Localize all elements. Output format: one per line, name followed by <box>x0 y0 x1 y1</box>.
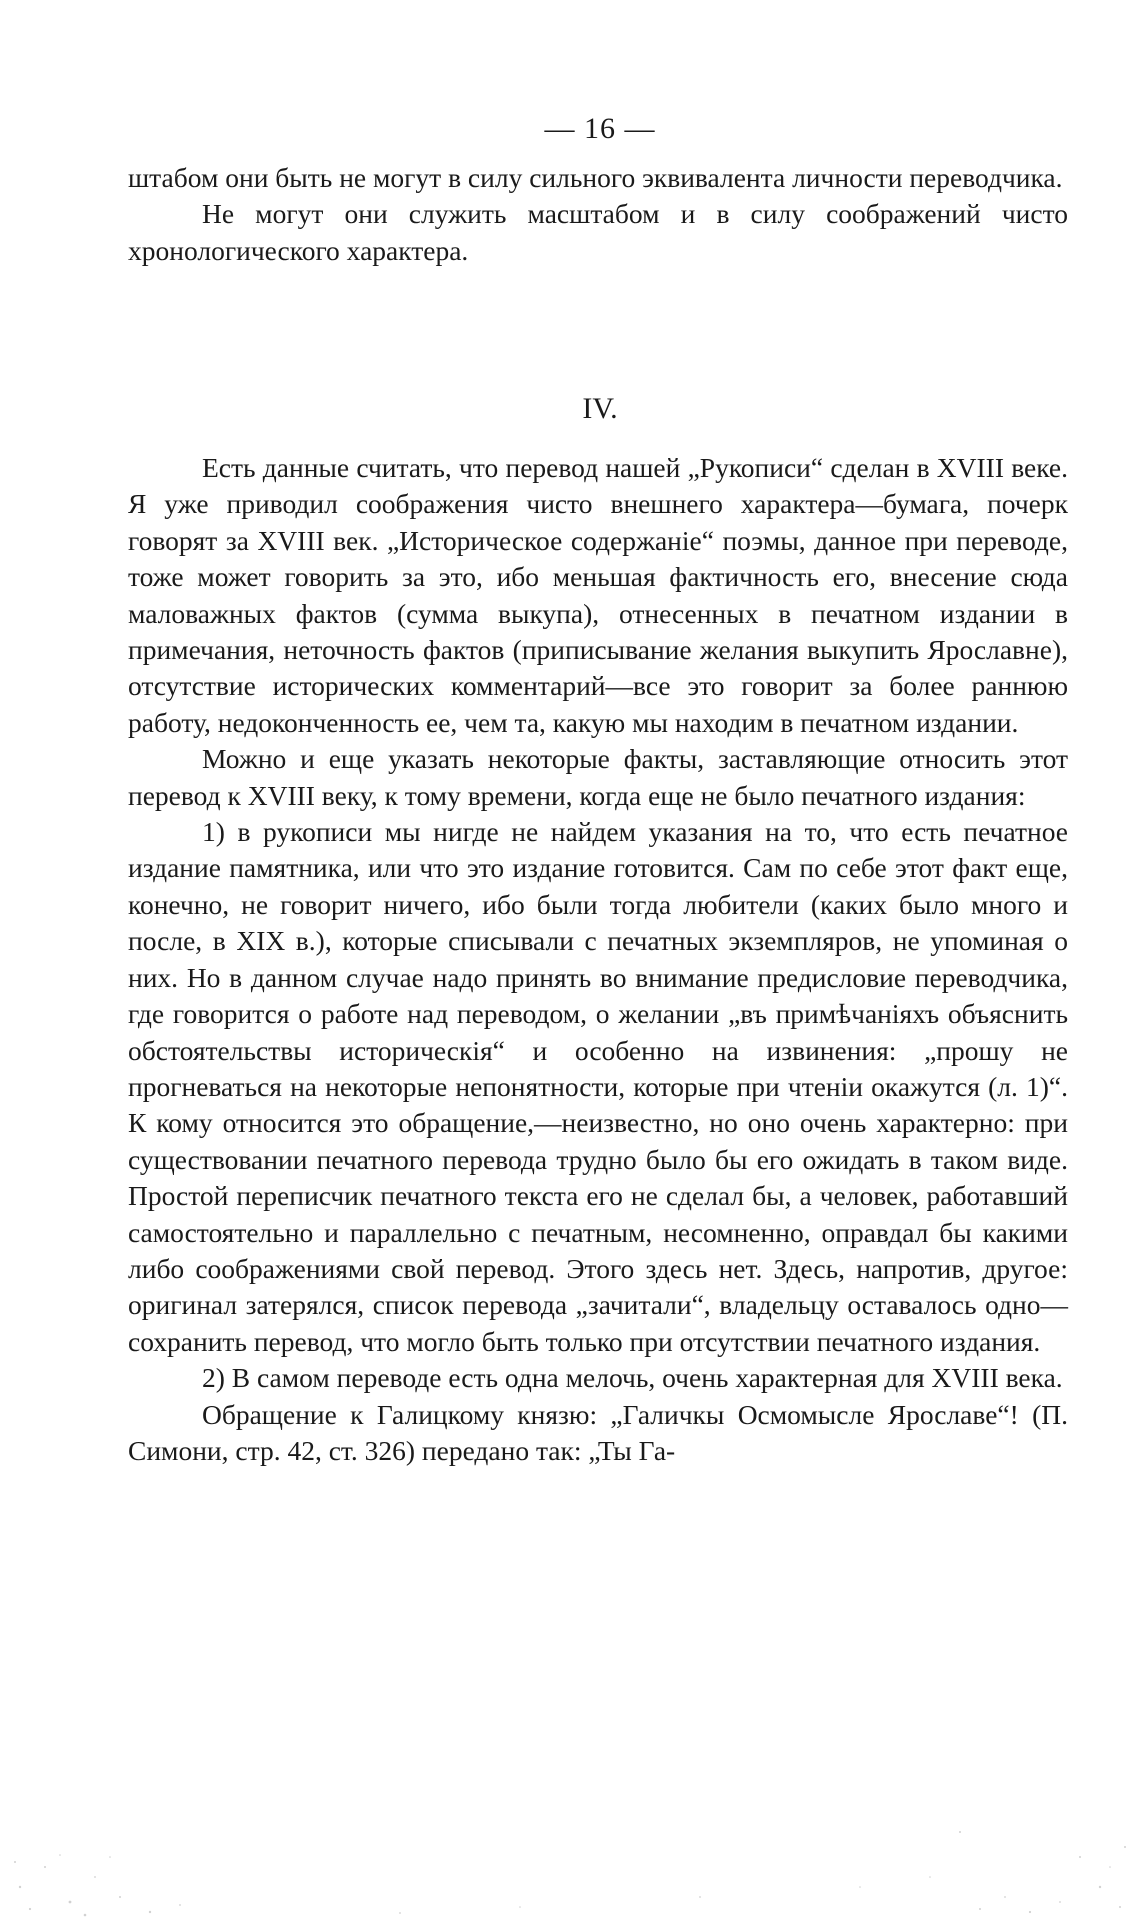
scan-noise-decoration <box>0 1737 1140 1917</box>
section-heading: IV. <box>582 392 618 425</box>
paragraph-chronology: Не могут они служить масштабом и в силу соображений чисто хронологического характера. <box>128 198 1068 266</box>
paragraph-galician-prince: Обращение к Галицкому князю: „Галичкы Осмомысле Ярославе“! (П. Симони, стр. 42, ст. 326) передано так: „Ты Га- <box>128 1398 1068 1466</box>
section-body <box>128 450 1068 1469</box>
paragraph-continuation: штабом они быть не могут в силу сильного эквивалента личности переводчика. <box>128 162 1063 193</box>
page-number: — 16 — <box>544 112 656 145</box>
paragraph-point-1: 1) в рукописи мы нигде не найдем указания на то, что есть печатное издание памятника, или что это издание готовится. Сам по себе этот факт еще, конечно, не говорит ничего, ибо были тогда любители (каких было много и после, в XIX в.), которые списывали с печатных экземпляров, не упоминая о них. Но в данном случае надо принять во внимание предисловие переводчика, где говорится о работе над переводом, о желании „въ примѣчаніяхъ объяснить обстоятельствы историческія“ и особенно на извинения: „прошу не прогневаться на некоторые непонятности, которые при чтеніи окажутся (л. 1)“. К кому относится это обращение,—неизвестно, но оно очень характерно: при существовании печатного перевода трудно было бы его ожидать в таком виде. Простой переписчик печатного текста его не сделал бы, а человек, работавший самостоятельно и параллельно с печатным, несомненно, оправдал бы какими либо соображениями свой перевод. Этого здесь нет. Здесь, напротив, другое: оригинал затерялся, список перевода „зачитали“, владельцу оставалось одно—сохранить перевод, что могло быть только при отсутствии печатного издания. <box>128 816 1068 1357</box>
paragraph-facts-intro: Можно и еще указать некоторые факты, заставляющие относить этот перевод к XVIII веку, к тому времени, когда еще не было печатного издания: <box>128 743 1068 811</box>
paragraph-dating: Есть данные считать, что перевод нашей „Рукописи“ сделан в XVIII веке. Я уже приводил соображения чисто внешнего характера—бумага, почерк говорят за XVIII век. „Историческое содержаніе“ поэмы, данное при переводе, тоже может говорить за это, ибо меньшая фактичность его, внесение сюда маловажных фактов (сумма выкупа), отнесенных в печатном издании в примечания, неточность фактов (приписывание желания выкупить Ярославне), отсутствие исторических комментарий—все это говорит за более раннюю работу, недоконченность ее, чем та, какую мы находим в печатном издании. <box>128 452 1068 738</box>
paragraph-point-2: 2) В самом переводе есть одна мелочь, очень характерная для XVIII века. <box>202 1362 1063 1394</box>
top-text <box>128 160 1068 269</box>
